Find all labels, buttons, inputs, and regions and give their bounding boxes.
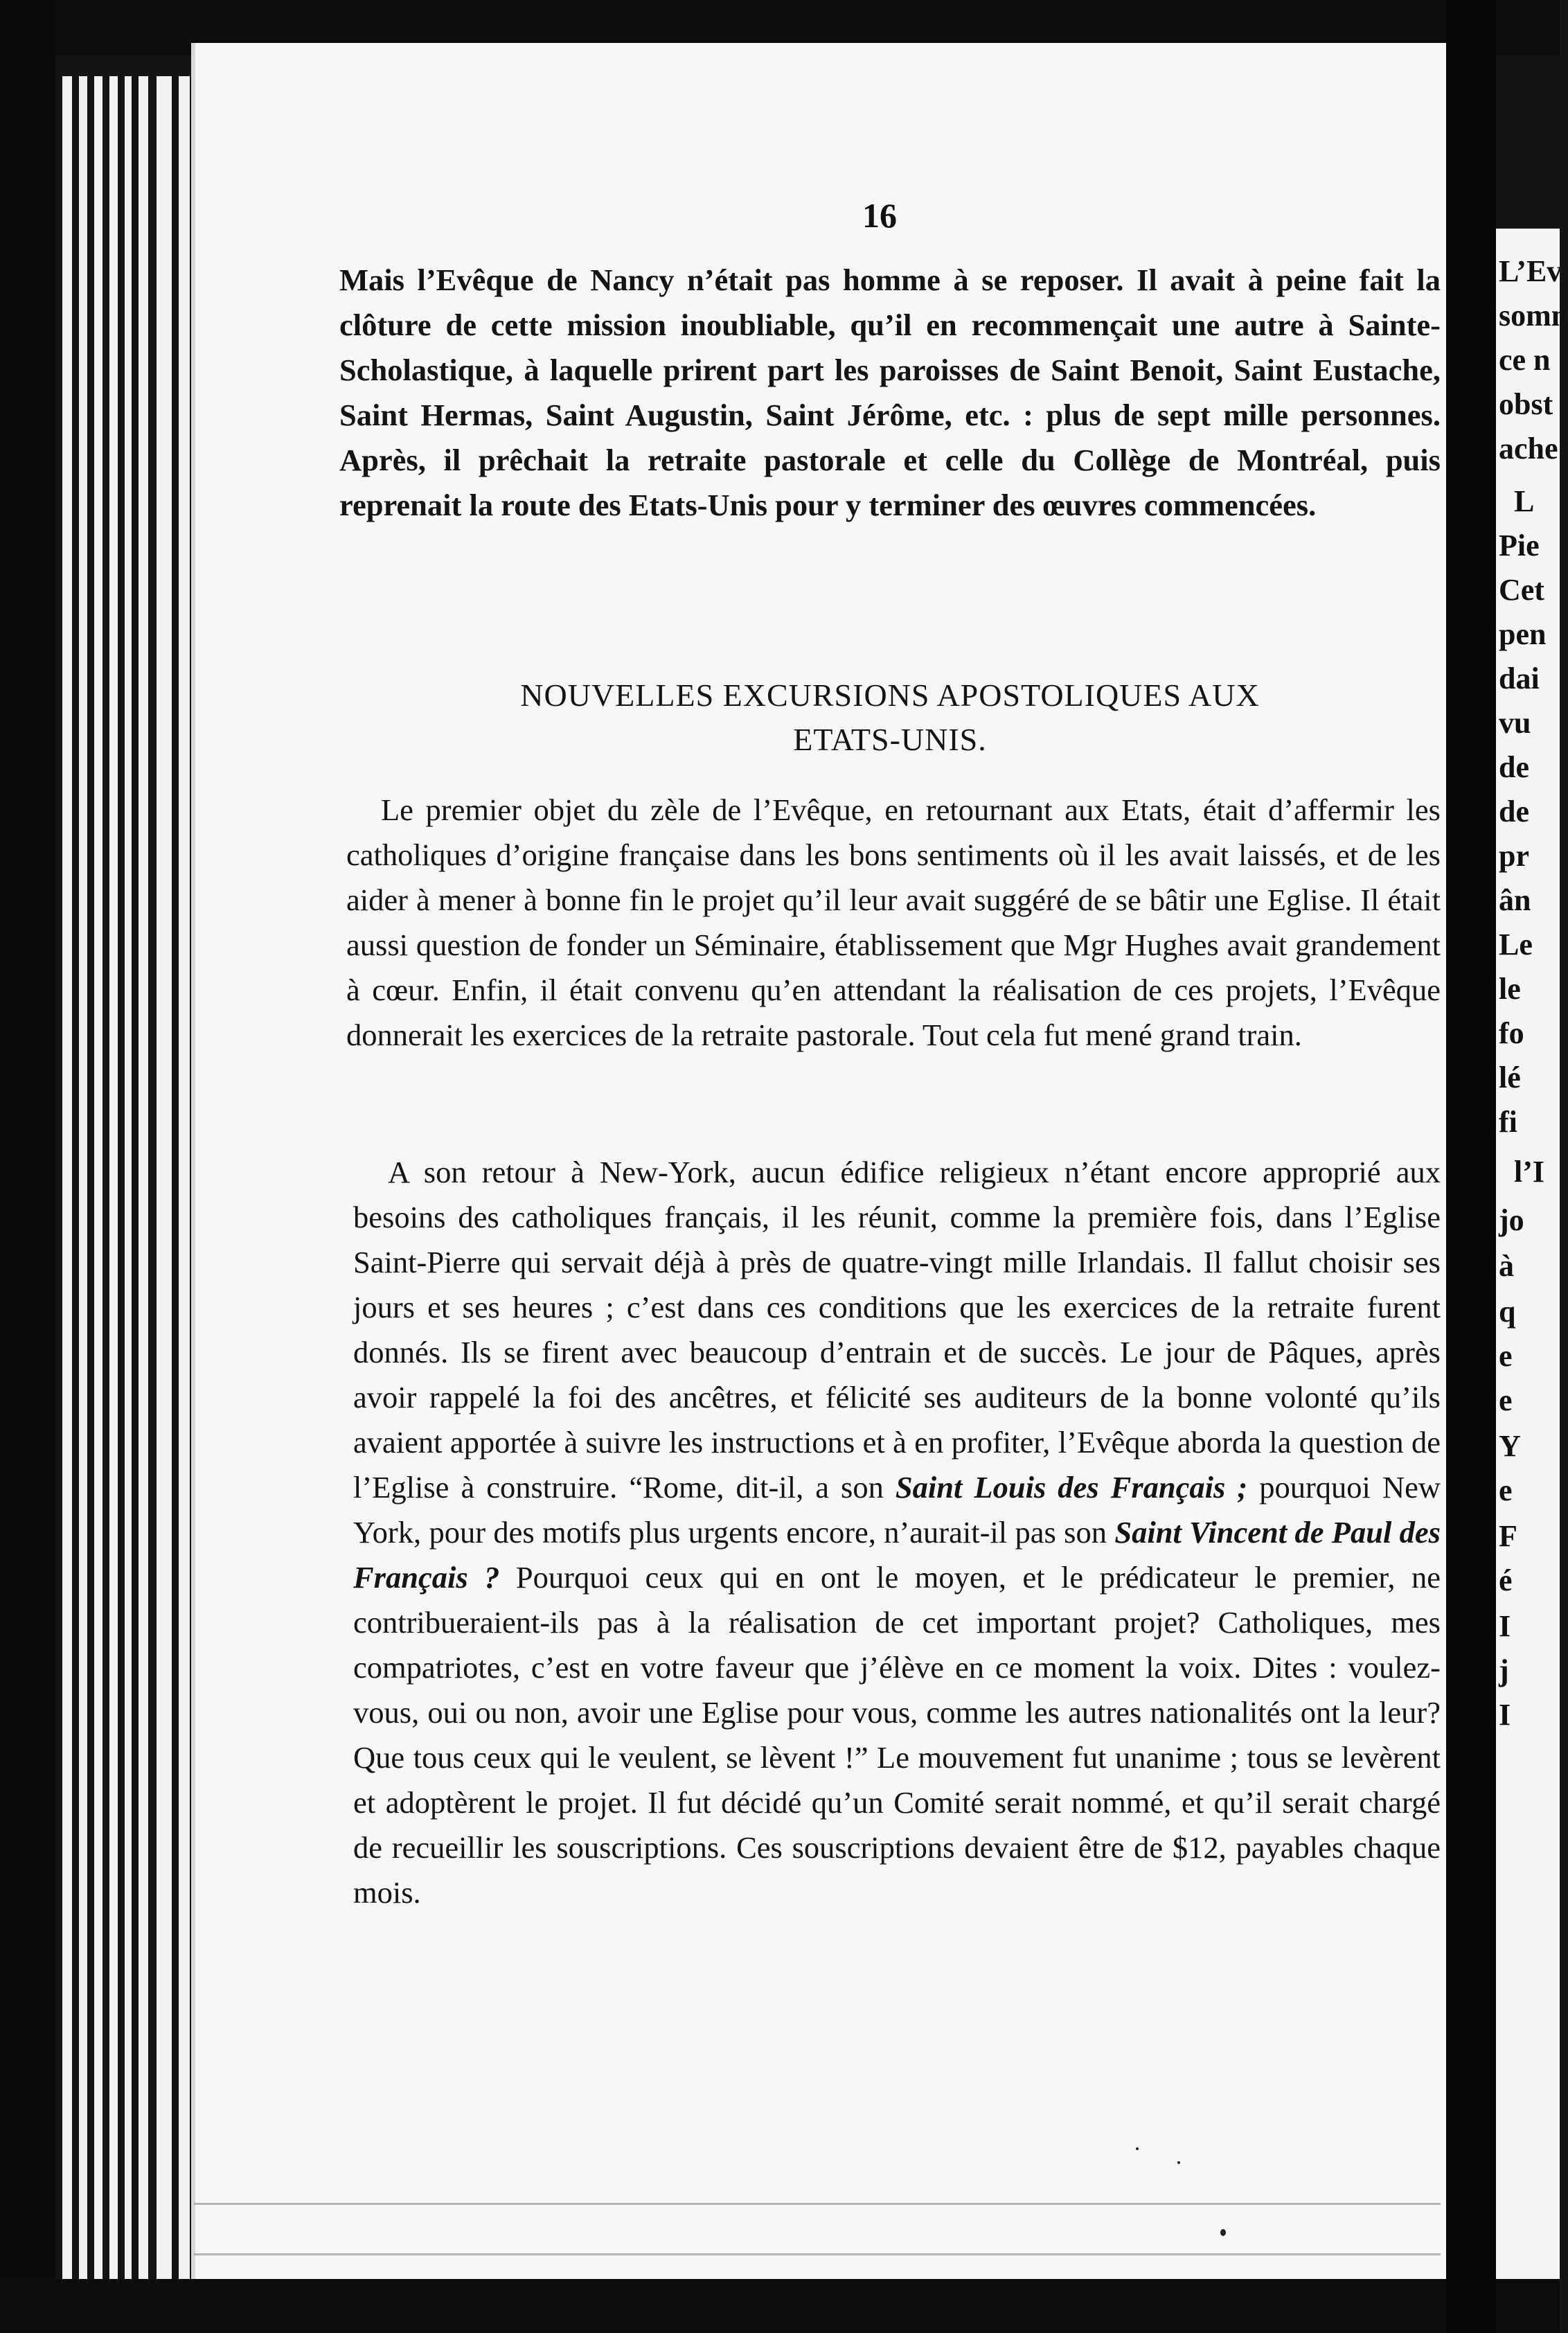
facing-page-fragment: l’I (1514, 1155, 1544, 1189)
facing-page-fragment: e (1499, 1339, 1513, 1373)
paragraph-1 (339, 258, 1441, 528)
paragraph-3-part-1: A son retour à New-York, aucun édifice religieux n’étant encore approprié aux besoins des catholiques français, il les réunit, comme la première fois, dans l’Eglise Saint-Pierre qui servait déjà à près de quatre-vingt mille Irlandais. Il fallut choisir ses jours et ses heures ; c’est dans ces conditions que les exercices de la retraite furent donnés. Ils se firent avec beaucoup d’entrain et de succès. Le jour de Pâques, après avoir rappelé la foi des ancêtres, et félicité ses auditeurs de la bonne volonté qu’ils avaient apportée à suivre les instructions et à en profiter, l’Evêque aborda la question de l’Eglise à construire. “Rome, dit-il, a son (353, 1155, 1441, 1505)
facing-page-fragment: é (1499, 1563, 1513, 1597)
page-number: 16 (862, 196, 897, 235)
page-edge (79, 76, 87, 2279)
page-edge (125, 76, 132, 2279)
facing-page-fragment: I (1499, 1609, 1511, 1643)
facing-page-fragment: e (1499, 1383, 1513, 1417)
page-edge (109, 76, 118, 2279)
facing-page-fragment: Y (1499, 1429, 1521, 1463)
facing-page-fragment: de (1499, 795, 1529, 828)
section-heading-line-1: NOUVELLES EXCURSIONS APOSTOLIQUES AUX (520, 677, 1260, 713)
book-gutter (1446, 0, 1496, 2333)
paragraph-2 (346, 788, 1441, 1058)
paragraph-3-part-3: Pourquoi ceux qui en ont le moyen, et le prédicateur le premier, ne contribueraient-ils pas à la réalisation de cet important projet? Catholiques, mes compatriotes, c’est en votre faveur que j’élève en ce moment la voix. Dites : voulez-vous, oui ou non, avoir une Eglise pour vous, comme les autres nationalités ont la leur? Que tous ceux qui le veulent, se lèvent !” Le mouvement fut unanime ; tous se levèrent et adoptèrent le projet. Il fut décidé qu’un Comité serait nommé, et qu’il serait chargé de recueillir les souscriptions. Ces souscriptions devaient être de $12, payables chaque mois. (353, 1560, 1441, 1910)
scan-border-bottom (0, 2279, 1560, 2333)
facing-page-fragment: F (1499, 1519, 1517, 1553)
facing-page-fragment: ache (1499, 432, 1558, 465)
facing-page-fragment: à (1499, 1249, 1514, 1283)
facing-page-fragment: fo (1499, 1016, 1524, 1050)
facing-page-fragment: obst (1499, 387, 1553, 421)
facing-page-fragment: j (1499, 1653, 1509, 1687)
scan-border-left (0, 0, 55, 2333)
page-edge (94, 76, 103, 2279)
facing-page-fragment: e (1499, 1473, 1513, 1507)
scan-speck (1177, 2161, 1180, 2164)
scan-speck (1136, 2147, 1139, 2150)
section-heading-line-2: ETATS-UNIS. (793, 722, 987, 757)
facing-page-fragment: jo (1499, 1203, 1524, 1237)
facing-page-fragment: pr (1499, 839, 1529, 873)
facing-page-fragment: L (1514, 484, 1535, 518)
facing-page-fragment: vu (1499, 706, 1531, 740)
facing-page-fragment: Pie (1499, 529, 1540, 562)
facing-page-fragment: ân (1499, 883, 1531, 917)
paragraph-3-part-2: pourquoi New York, pour des motifs plus urgents encore, n’aurait-il pas son (353, 1470, 1441, 1550)
facing-page-fragment: pen (1499, 617, 1547, 651)
italic-phrase-saint-vincent: Saint Vincent de Paul des Français ? (353, 1515, 1441, 1595)
facing-page-fragment: dai (1499, 662, 1540, 695)
facing-page (1496, 229, 1568, 2279)
facing-page-fragment: Le (1499, 928, 1533, 961)
page-edge (157, 76, 172, 2279)
facing-page-fragment: I (1499, 1698, 1511, 1732)
facing-page-fragment: ce n (1499, 343, 1551, 377)
facing-page-fragment: lé (1499, 1061, 1521, 1094)
paragraph-3 (353, 1150, 1441, 1915)
facing-page-fragment: le (1499, 972, 1521, 1006)
facing-page-fragment: fi (1499, 1105, 1517, 1139)
facing-page-fragment: Cet (1499, 573, 1544, 607)
italic-phrase-saint-louis: Saint Louis des Français ; (895, 1470, 1248, 1505)
section-heading (339, 673, 1441, 762)
facing-page-fragment: somn (1499, 299, 1568, 332)
page-bottom-edges (194, 2203, 1441, 2255)
facing-page-fragment: de (1499, 750, 1529, 784)
paragraph-2-text: Le premier objet du zèle de l’Evêque, en retournant aux Etats, était d’affermir les catholiques d’origine française dans les bons sentiments où il les avait laissés, et de les aider à mener à bonne fin le projet qu’il leur avait suggéré de se bâtir une Eglise. Il était aussi question de fonder un Séminaire, établissement que Mgr Hughes avait grandement à cœur. Enfin, il était convenu qu’en attendant la réalisation de ces projets, l’Evêque donnerait les exercices de la retraite pastorale. Tout cela fut mené grand train. (346, 792, 1441, 1052)
paragraph-1-text: Mais l’Evêque de Nancy n’était pas homme à se reposer. Il avait à peine fait la clôture de cette mission inoubliable, qu’il en recommençait une autre à Sainte-Scholastique, à laquelle prirent part les paroisses de Saint Benoit, Saint Eustache, Saint Hermas, Saint Augustin, Saint Jérôme, etc. : plus de sept mille personnes. Après, il prêchait la retraite pastorale et celle du Collège de Montréal, puis reprenait la route des Etats-Unis pour y terminer des œuvres commencées. (339, 263, 1441, 522)
page-edge (62, 76, 72, 2279)
scan-speck (1220, 2229, 1226, 2236)
page-edge (139, 76, 148, 2279)
facing-page-fragment: L’Ev (1499, 254, 1562, 288)
facing-page-fragment: q (1499, 1295, 1516, 1329)
page-edge (179, 76, 190, 2279)
paragraph-3-text (353, 1150, 1441, 1915)
